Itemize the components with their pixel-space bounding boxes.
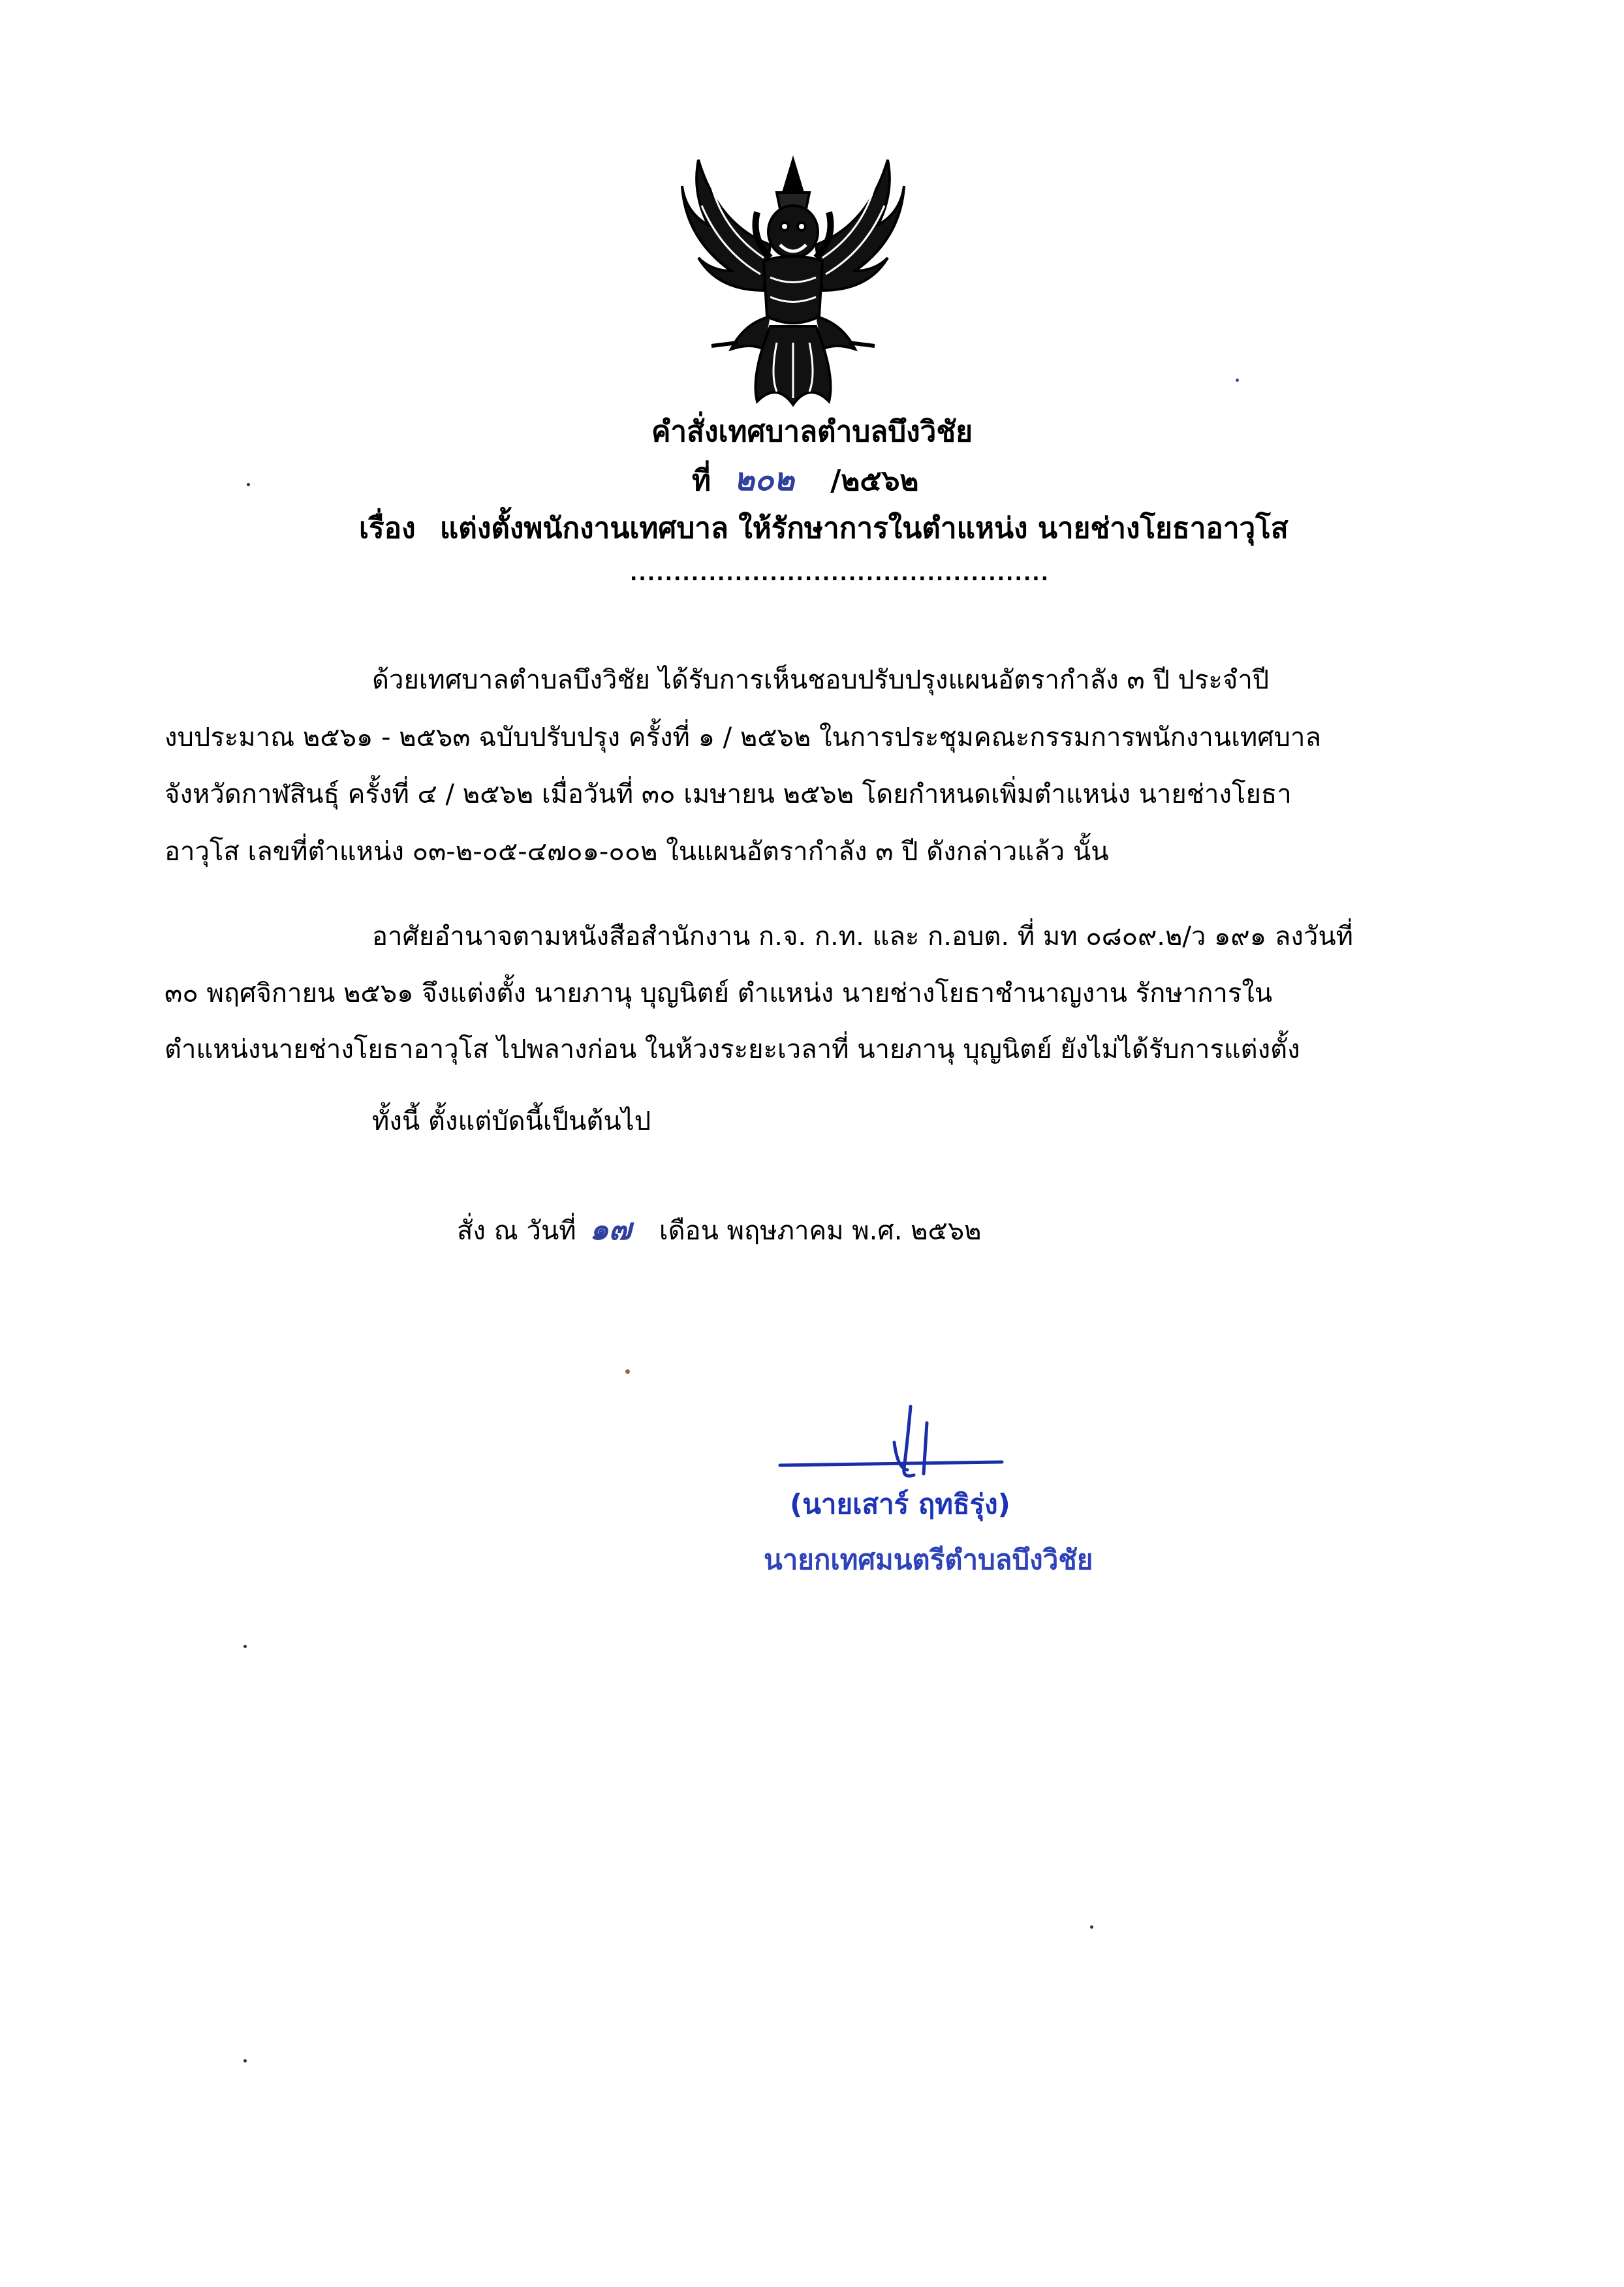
scan-speck	[243, 2059, 247, 2062]
paragraph-2-line-2: ๓๐ พฤศจิกายน ๒๕๖๑ จึงแต่งตั้ง นายภานุ บุญนิตย์ ตำแหน่ง นายช่างโยธาชำนาญงาน รักษาการใน	[164, 978, 1273, 1008]
paragraph-2-line-3: ตำแหน่งนายช่างโยธาอาวุโส ไปพลางก่อน ในห้วงระยะเวลาที่ นายภานุ บุญนิตย์ ยังไม่ได้รับการแต่งตั้ง	[164, 1035, 1300, 1065]
order-date-rest: เดือน พฤษภาคม พ.ศ. ๒๕๖๒	[659, 1216, 982, 1246]
paragraph-1-line-3: จังหวัดกาฬสินธุ์ ครั้งที่ ๔ / ๒๕๖๒ เมื่อวันที่ ๓๐ เมษายน ๒๕๖๒ โดยกำหนดเพิ่มตำแหน่ง นายช่างโยธา	[164, 779, 1292, 809]
paragraph-1-line-4: อาวุโส เลขที่ตำแหน่ง ๐๓-๒-๐๕-๔๗๐๑-๐๐๒ ในแผนอัตรากำลัง ๓ ปี ดังกล่าวแล้ว นั้น	[164, 837, 1109, 867]
paragraph-3: ทั้งนี้ ตั้งแต่บัดนี้เป็นต้นไป	[372, 1106, 651, 1136]
scan-speck	[625, 1369, 630, 1374]
garuda-emblem	[672, 147, 914, 408]
order-date	[457, 1209, 982, 1251]
order-number-handwritten: ๒๐๒	[734, 461, 794, 498]
scan-speck	[243, 1645, 247, 1648]
paragraph-1-line-1: ด้วยเทศบาลตำบลบึงวิชัย ได้รับการเห็นชอบปรับปรุงแผนอัตรากำลัง ๓ ปี ประจำปี	[372, 665, 1270, 695]
scan-speck	[1090, 1925, 1093, 1929]
order-title: คำสั่งเทศบาลตำบลบึงวิชัย	[651, 415, 973, 448]
order-number-year: /๒๕๖๒	[830, 464, 919, 497]
handwritten-signature	[773, 1397, 1008, 1488]
signatory-name: (นายเสาร์ ฤทธิรุ่ง)	[790, 1488, 1010, 1520]
signatory-position: นายกเทศมนตรีตำบลบึงวิชัย	[764, 1544, 1093, 1576]
order-date-prefix: สั่ง ณ วันที่	[457, 1216, 576, 1246]
order-number-prefix: ที่	[692, 464, 711, 497]
subject-label: เรื่อง	[359, 512, 416, 545]
order-number	[692, 460, 919, 501]
subject-text: แต่งตั้งพนักงานเทศบาล ให้รักษาการในตำแหน่ง นายช่างโยธาอาวุโส	[439, 512, 1288, 545]
paragraph-2-line-1: อาศัยอำนาจตามหนังสือสำนักงาน ก.จ. ก.ท. และ ก.อบต. ที่ มท ๐๘๐๙.๒/ว ๑๙๑ ลงวันที่	[372, 922, 1354, 952]
dotted-divider: ................................................	[630, 563, 1050, 585]
scan-speck	[1236, 379, 1239, 382]
subject-line	[359, 509, 1288, 548]
paragraph-1-line-2: งบประมาณ ๒๕๖๑ - ๒๕๖๓ ฉบับปรับปรุง ครั้งที่ ๑ / ๒๕๖๒ ในการประชุมคณะกรรมการพนักงานเทศบาล	[164, 723, 1322, 753]
scan-speck	[247, 483, 250, 486]
order-date-day-handwritten: ๑๗	[589, 1211, 632, 1247]
